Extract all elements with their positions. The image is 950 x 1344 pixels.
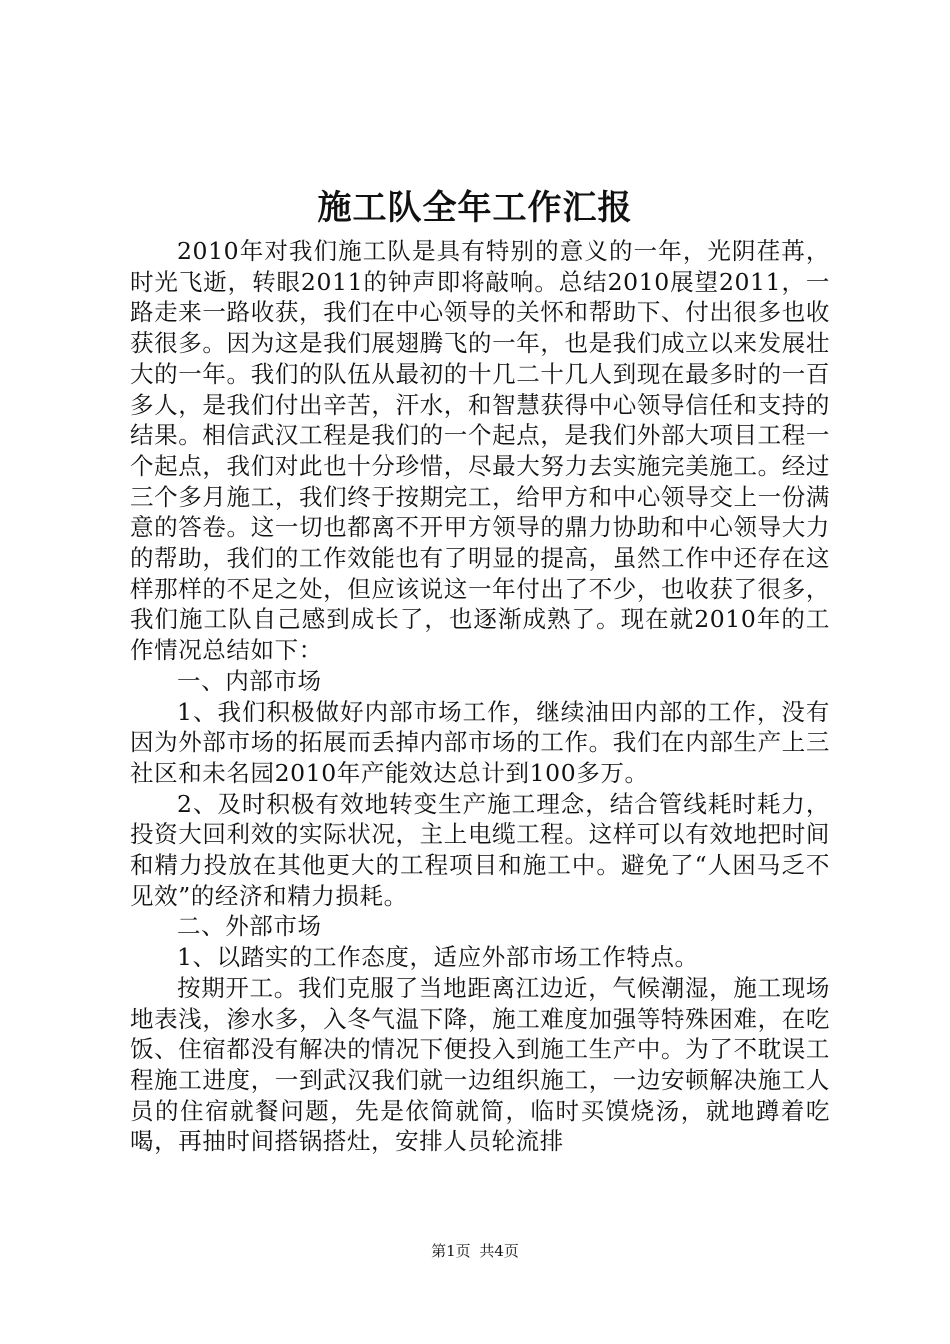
- intro-paragraph: 2010年对我们施工队是具有特别的意义的一年，光阴荏苒，时光飞逝，转眼2011的钟声即将敲响。总结2010展望2011，一路走来一路收获，我们在中心领导的关怀和帮助下、付出很多也收获很多。因为这是我们展翅腾飞的一年，也是我们成立以来发展壮大的一年。我们的队伍从最初的十几二十几人到现在最多时的一百多人，是我们付出辛苦，汗水，和智慧获得中心领导信任和支持的结果。相信武汉工程是我们的一个起点，是我们外部大项目工程一个起点，我们对此也十分珍惜，尽最大努力去实施完美施工。经过三个多月施工，我们终于按期完工，给甲方和中心领导交上一份满意的答卷。这一切也都离不开甲方领导的鼎力协助和中心领导大力的帮助，我们的工作效能也有了明显的提高，虽然工作中还存在这样那样的不足之处，但应该说这一年付出了不少，也收获了很多，我们施工队自己感到成长了，也逐渐成熟了。现在就2010年的工作情况总结如下：: [130, 237, 830, 665]
- on-schedule-start-paragraph: 按期开工。我们克服了当地距离江边近，气候潮湿，施工现场地表浅，渗水多，入冬气温下降，施工难度加强等特殊困难，在吃饭、住宿都没有解决的情况下便投入到施工生产中。为了不耽误工程施工进度，一到武汉我们就一边组织施工，一边安顿解决施工人员的住宿就餐问题，先是依简就简，临时买馍烧汤，就地蹲着吃喝，再抽时间搭锅搭灶，安排人员轮流排: [130, 973, 830, 1156]
- document-body: [130, 236, 830, 1157]
- page-footer: [0, 1241, 950, 1261]
- external-market-item-1: 1、以踏实的工作态度，适应外部市场工作特点。: [177, 943, 699, 972]
- internal-market-item-2: 2、及时积极有效地转变生产施工理念，结合管线耗时耗力，投资大回利效的实际状况，主上电缆工程。这样可以有效地把时间和精力投放在其他更大的工程项目和施工中。避免了“人困马乏不见效”的经济和精力损耗。: [130, 789, 830, 910]
- internal-market-item-1: 1、我们积极做好内部市场工作，继续油田内部的工作，没有因为外部市场的拓展而丢掉内部市场的工作。我们在内部生产上三社区和未名园2010年产能效达总计到100多万。: [130, 697, 830, 787]
- section-heading-external-market: 二、外部市场: [177, 912, 322, 941]
- page-number: 第1页: [431, 1242, 471, 1260]
- document-title: 施工队全年工作汇报: [317, 188, 633, 228]
- page-total: 共4页: [479, 1242, 519, 1260]
- section-heading-internal-market: 一、内部市场: [177, 666, 322, 695]
